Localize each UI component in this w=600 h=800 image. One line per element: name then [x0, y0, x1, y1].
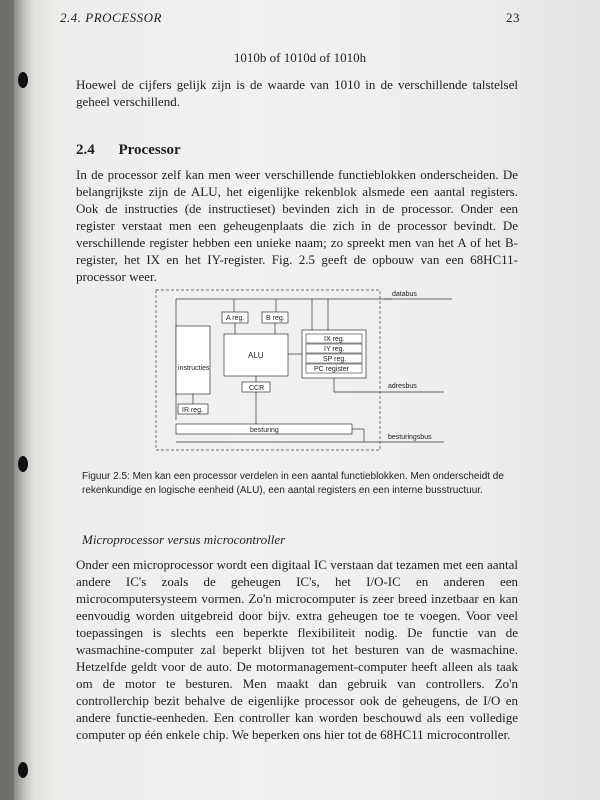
subsection-title: Microprocessor versus microcontroller — [82, 532, 286, 547]
section-paragraph: In de processor zelf kan men weer verschillende functieblokken onderscheiden. De belangrijkste zijn de ALU, het eigenlijke rekenblok alsmede een aantal registers. Ook de instructies (de instructieset) bevinden zich in de processor. Onder een register verstaat men een geheugenplaats die zich in de processor bevindt. De verschillende register hebben een unieke naam; zo spreekt men van het A of het B-register, het IX en het IY-register. Fig. 2.5 geeft de opbouw van een 68HC11-processor weer. — [76, 167, 518, 284]
adresbus-label: adresbus — [388, 383, 417, 390]
b-reg-label: B reg. — [266, 315, 285, 322]
pc-register-label: PC register — [314, 366, 350, 373]
diagram-svg — [152, 288, 452, 460]
formula-line: 1010b of 1010d of 1010h — [233, 50, 367, 65]
page-binding-edge — [14, 0, 34, 800]
figure-caption: Figuur 2.5: Men kan een processor verdelen in een aantal functieblokken. Men onderscheidt de rekenkundige en logische eenheid (ALU), een aantal registers en een interne busstructuur. — [82, 471, 504, 496]
alu-label: ALU — [248, 351, 264, 360]
ir-reg-label: IR reg. — [182, 407, 204, 414]
page-number: 23 — [506, 10, 520, 25]
iy-reg-label: IY reg. — [324, 346, 345, 353]
section-number: 2.4 — [76, 142, 95, 158]
punch-hole — [18, 762, 28, 778]
a-reg-label: A reg. — [226, 315, 245, 322]
running-header — [60, 10, 520, 26]
instructies-label: instructies — [178, 365, 210, 372]
section-heading — [76, 142, 181, 159]
instructies-block — [176, 326, 210, 394]
besturing-label: besturing — [250, 427, 279, 434]
running-title: 2.4. PROCESSOR — [60, 10, 162, 25]
section-title: Processor — [118, 142, 181, 158]
ccr-label: CCR — [249, 385, 265, 392]
punch-hole — [18, 72, 28, 88]
intro-paragraph: Hoewel de cijfers gelijk zijn is de waarde van 1010 in de verschillende talstelsel geheel verschillend. — [76, 77, 518, 109]
ix-reg-label: IX reg. — [324, 336, 345, 343]
subsection-paragraph: Onder een microprocessor wordt een digitaal IC verstaan dat tezamen met een aantal andere IC's zoals de geheugen IC's, het I/O-IC en anderen een microcomputersysteem vormen. Zo'n microcomputer is zeer breed inzetbaar en kan eenvoudig worden uitgebreid door bijv. extra geheugen toe te voegen. Voor veel toepassingen is slechts een beperkte flexibiliteit nodig. De functie van de wasmachine-computer zal beperkt blijven tot het besturen van de wasmachine. Hetzelfde geldt voor de auto. De motormanagement-computer heeft alleen als taak om de motor te besturen. Men maakt dan gebruik van controllers. Zo'n controllerchip bezit behalve de eigenlijke processor ook de geheugens, de I/O en andere functie-eenheden. Een controller kan worden beschouwd als een volledige computer op één enkele chip. We beperken ons hier tot de 68HC11 microcontroller. — [76, 557, 518, 742]
besturingsbus-label: besturingsbus — [388, 434, 432, 441]
sp-reg-label: SP reg. — [323, 356, 347, 363]
databus-label: databus — [392, 291, 417, 298]
punch-hole — [18, 456, 28, 472]
processor-block-diagram — [152, 288, 452, 460]
